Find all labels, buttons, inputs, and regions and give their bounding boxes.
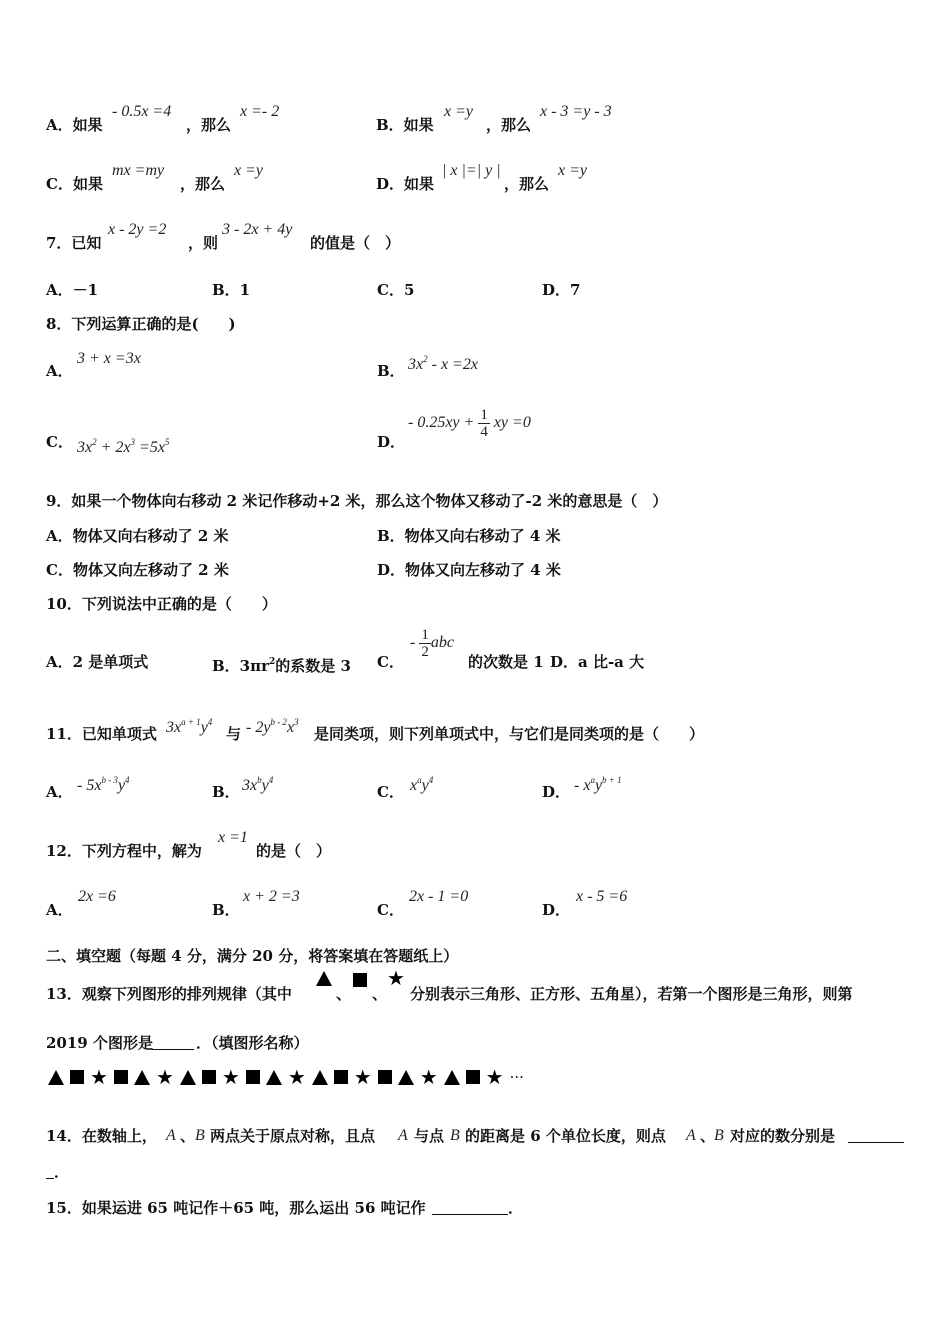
triangle-icon <box>316 971 332 986</box>
star-icon: ★ <box>387 966 405 990</box>
q6-a-label: A．如果 <box>46 116 103 134</box>
q14-s5: 的距离是 6 个单位长度，则点 <box>465 1127 666 1145</box>
q6-d-math1: | x |=| y | <box>442 162 501 179</box>
square-icon <box>378 1070 392 1084</box>
q9-stem-text: 9．如果一个物体向右移动 2 米记作移动+2 米，那么这个物体又移动了-2 米的意思是（ ） <box>46 492 668 510</box>
q7-option-d: D．7 <box>542 281 581 299</box>
q10-option-d: D．a 比-a 大 <box>550 653 645 671</box>
q13-answer-blank[interactable] <box>152 1049 194 1050</box>
triangle-icon <box>266 1070 282 1085</box>
q14-s4: 与点 <box>414 1127 445 1145</box>
star-icon: ★ <box>287 1065 306 1089</box>
q10-option-a: A．2 是单项式 <box>46 653 149 671</box>
q6-d-math2: x =y <box>558 162 587 179</box>
q7-option-a: A．－1 <box>46 281 99 299</box>
q13-shape-sequence <box>48 1065 524 1089</box>
q11-a-label: A． <box>46 783 73 801</box>
q7-option-c: C．5 <box>377 281 415 299</box>
q11-c-label: C． <box>377 783 404 801</box>
q10-c-math: - $\frac{1}{2}$ abc <box>410 627 454 660</box>
q13-stem-1: 13．观察下列图形的排列规律（其中 <box>46 985 292 1003</box>
square-icon <box>353 973 367 987</box>
square-icon <box>202 1070 216 1084</box>
q11-stem-2: 与 <box>226 725 242 743</box>
q14-var-b2: B <box>450 1127 460 1144</box>
q14-line2-end: ． <box>54 1163 70 1181</box>
q9-option-d: D．物体又向左移动了 4 米 <box>377 561 561 579</box>
q6-a-math1: - 0.5x =4 <box>112 103 172 120</box>
star-icon: ★ <box>419 1065 438 1089</box>
q12-b-label: B． <box>212 901 240 919</box>
q6-b-math2: x - 3 =y - 3 <box>540 103 612 120</box>
q11-c-math: $x^ay^4$ <box>410 775 434 794</box>
q8-d-label: D． <box>377 433 406 451</box>
q6-d-mid: ，那么 <box>504 175 550 193</box>
q14-answer-blank[interactable] <box>848 1142 904 1143</box>
q12-d-label: D． <box>542 901 571 919</box>
triangle-icon <box>312 1070 328 1085</box>
q11-d-label: D． <box>542 783 571 801</box>
q14-var-b1: B <box>195 1127 205 1144</box>
q10-stem-text: 10．下列说法中正确的是（ ） <box>46 595 277 613</box>
q8-d-math: - 0.25xy + $\frac{1}{4}$ xy =0 <box>408 407 531 440</box>
q6-c-math2: x =y <box>234 162 263 179</box>
q6-c-label: C．如果 <box>46 175 103 193</box>
star-icon: ★ <box>485 1065 504 1089</box>
triangle-icon <box>180 1070 196 1085</box>
q13-sep-2: 、 <box>372 985 388 1003</box>
q15-answer-blank[interactable] <box>432 1214 508 1215</box>
q14-var-a2: A <box>398 1127 408 1144</box>
q14-s3: 两点关于原点对称，且点 <box>210 1127 376 1145</box>
star-icon: ★ <box>90 1065 108 1089</box>
q6-b-mid: ，那么 <box>486 116 532 134</box>
q6-a-mid: ，那么 <box>186 116 232 134</box>
q12-a-label: A． <box>46 901 73 919</box>
q8-d-fraction: $\frac{1}{4}$ <box>480 407 488 440</box>
q6-b-math1: x =y <box>444 103 473 120</box>
q6-c-math1: mx =my <box>112 162 165 179</box>
q13-line2-a: 2019 个图形是 <box>46 1034 153 1052</box>
q8-c-math: $3x^2 + 2x^3 =5x^5$ <box>77 437 170 456</box>
q15-stem-text: 15．如果运进 65 吨记作＋65 吨，那么运出 56 吨记作 <box>46 1199 426 1217</box>
q12-stem-1: 12．下列方程中，解为 <box>46 842 202 860</box>
q11-stem-3: 是同类项，则下列单项式中，与它们是同类项的是（ ） <box>314 725 705 743</box>
q14-answer-blank-cont[interactable] <box>46 1178 54 1179</box>
square-icon <box>246 1070 260 1084</box>
square-icon <box>334 1070 348 1084</box>
star-icon: ★ <box>155 1065 174 1089</box>
q12-a-math: 2x =6 <box>78 888 116 905</box>
q13-line2-b: ．（填图形名称） <box>196 1034 309 1052</box>
square-icon <box>70 1070 84 1084</box>
triangle-icon <box>398 1070 414 1085</box>
q7-option-b: B．1 <box>212 281 251 299</box>
triangle-icon <box>48 1070 64 1085</box>
q14-s6: 、 <box>700 1127 716 1145</box>
q12-b-math: x + 2 =3 <box>243 888 300 905</box>
q11-d-math: - $x^ay^{b + 1}$ <box>574 775 622 794</box>
q8-a-label: A． <box>46 362 73 380</box>
triangle-icon <box>444 1070 460 1085</box>
q11-stem-1: 11．已知单项式 <box>46 725 157 743</box>
q9-option-a: A．物体又向右移动了 2 米 <box>46 527 229 545</box>
q11-math-2: - $2y^{b - 2}x^3$ <box>246 717 299 736</box>
q12-d-math: x - 5 =6 <box>576 888 628 905</box>
q7-stem-3: 的值是（ ） <box>310 234 401 252</box>
q7-math-1: x - 2y =2 <box>108 221 167 238</box>
triangle-icon <box>134 1070 150 1085</box>
q10-c-label: C． <box>377 653 404 671</box>
q10-option-b: B．$3\pi r^2$的系数是 3 <box>212 657 351 675</box>
q6-a-math2: x =- 2 <box>240 103 280 120</box>
q9-option-c: C．物体又向左移动了 2 米 <box>46 561 229 579</box>
star-icon: ★ <box>221 1065 240 1089</box>
q7-stem-2: ，则 <box>188 234 219 252</box>
q8-c-label: C． <box>46 433 73 451</box>
q13-sep-1: 、 <box>336 985 352 1003</box>
q12-c-math: 2x - 1 =0 <box>409 888 469 905</box>
square-icon <box>466 1070 480 1084</box>
q8-a-math: 3 + x =3x <box>77 350 141 367</box>
q8-b-math: $3x^2 - x =2x$ <box>408 354 478 373</box>
q10-c-text: 的次数是 1 <box>468 653 544 671</box>
q14-var-a1: A <box>166 1127 176 1144</box>
sequence-ellipsis: ··· <box>509 1068 524 1086</box>
q6-c-mid: ，那么 <box>180 175 226 193</box>
q14-var-a3: A <box>686 1127 696 1144</box>
q7-stem-1: 7．已知 <box>46 234 102 252</box>
q6-b-label: B．如果 <box>376 116 434 134</box>
q11-a-math: - $5x^{b - 3}y^4$ <box>77 775 130 794</box>
q12-stem-2: 的是（ ） <box>256 842 332 860</box>
q11-b-label: B． <box>212 783 240 801</box>
q12-c-label: C． <box>377 901 404 919</box>
q8-b-label: B． <box>377 362 405 380</box>
q11-b-math: $3x^by^4$ <box>242 775 274 794</box>
q13-stem-2: 分别表示三角形、正方形、五角星），若第一个图形是三角形，则第 <box>410 985 853 1003</box>
q15-end: ． <box>508 1199 524 1217</box>
q10-c-fraction: $\frac{1}{2}$ <box>421 627 429 660</box>
q11-math-1: $3x^{a + 1}y^4$ <box>166 717 213 736</box>
q6-d-label: D．如果 <box>376 175 435 193</box>
q7-math-2: 3 - 2x + 4y <box>222 221 293 238</box>
q12-math: x =1 <box>218 829 248 846</box>
q14-var-b3: B <box>714 1127 724 1144</box>
q14-s1: 14．在数轴上， <box>46 1127 157 1145</box>
square-icon <box>114 1070 128 1084</box>
q8-stem-text: 8．下列运算正确的是( ) <box>46 315 236 333</box>
q14-s7: 对应的数分别是 <box>730 1127 836 1145</box>
q14-s2: 、 <box>180 1127 196 1145</box>
star-icon: ★ <box>353 1065 372 1089</box>
section-2-title: 二、填空题（每题 4 分，满分 20 分，将答案填在答题纸上） <box>46 947 459 965</box>
q9-option-b: B．物体又向右移动了 4 米 <box>377 527 561 545</box>
